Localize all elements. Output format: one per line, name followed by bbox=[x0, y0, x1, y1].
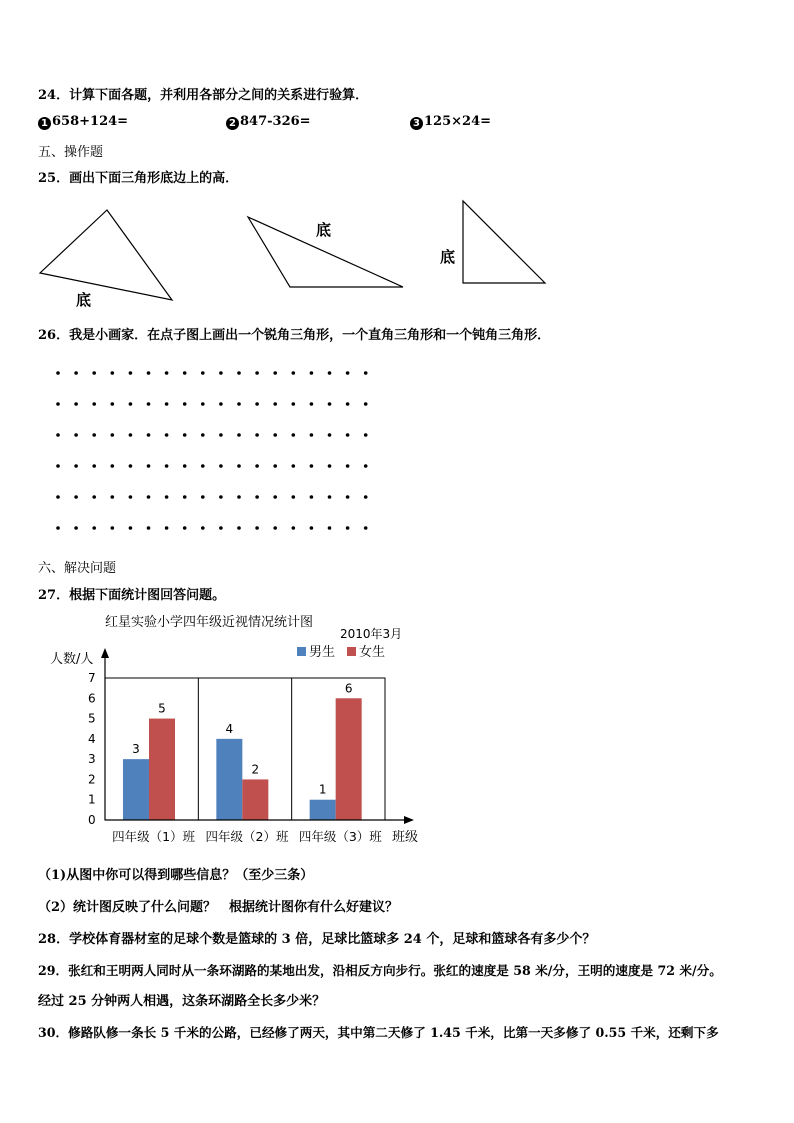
chart-bars bbox=[123, 698, 362, 820]
grid-dot bbox=[310, 371, 314, 375]
grid-dot bbox=[292, 402, 296, 406]
bar-value-label: 5 bbox=[158, 701, 166, 716]
bar bbox=[123, 759, 149, 820]
q29-line2: 经过 25 分钟两人相遇，这条环湖路全长多少米？ bbox=[38, 994, 326, 1009]
grid-dot bbox=[328, 495, 332, 499]
grid-dot bbox=[56, 464, 60, 468]
category-label: 四年级（1）班 bbox=[112, 829, 196, 844]
q24-expr-3: 125×24= bbox=[424, 114, 492, 129]
grid-dot bbox=[74, 402, 78, 406]
dot-grid bbox=[0, 360, 794, 540]
grid-dot bbox=[183, 495, 187, 499]
legend-swatch bbox=[347, 647, 356, 656]
grid-dot bbox=[310, 495, 314, 499]
y-tick-label: 3 bbox=[88, 752, 96, 767]
bar-value-label: 3 bbox=[132, 742, 140, 757]
grid-dot bbox=[165, 495, 169, 499]
grid-dot bbox=[201, 402, 205, 406]
chart-subtitle: 2010年3月 bbox=[340, 627, 403, 641]
y-axis-arrow bbox=[101, 648, 109, 658]
grid-dot bbox=[56, 371, 60, 375]
grid-dot bbox=[129, 526, 133, 530]
grid-dot bbox=[56, 402, 60, 406]
grid-dot bbox=[346, 526, 350, 530]
bar bbox=[149, 719, 175, 820]
legend bbox=[297, 644, 385, 660]
grid-dot bbox=[219, 433, 223, 437]
bar-value-label: 1 bbox=[318, 782, 327, 797]
grid-dot bbox=[237, 433, 241, 437]
grid-dot bbox=[147, 495, 151, 499]
grid-dot bbox=[201, 464, 205, 468]
grid-dot bbox=[165, 526, 169, 530]
legend-swatch bbox=[297, 647, 306, 656]
grid-dot bbox=[129, 402, 133, 406]
grid-dot bbox=[129, 495, 133, 499]
grid-dot bbox=[255, 526, 259, 530]
category-label: 四年级（3）班 bbox=[298, 829, 382, 844]
grid-dot bbox=[92, 495, 96, 499]
grid-dot bbox=[201, 433, 205, 437]
grid-dot bbox=[183, 433, 187, 437]
grid-dot bbox=[201, 526, 205, 530]
grid-dot bbox=[237, 495, 241, 499]
grid-dot bbox=[147, 433, 151, 437]
grid-dot bbox=[111, 526, 115, 530]
y-axis-label: 人数/人 bbox=[50, 652, 94, 667]
grid-dot bbox=[219, 495, 223, 499]
grid-dot bbox=[219, 464, 223, 468]
grid-dot bbox=[56, 526, 60, 530]
q29-line1: 29．张红和王明两人同时从一条环湖路的某地出发，沿相反方向步行。张红的速度是 58 米/分，王明的速度是 72 米/分。 bbox=[38, 963, 722, 978]
bar-value-label: 6 bbox=[344, 681, 353, 696]
grid-dot bbox=[56, 433, 60, 437]
grid-dot bbox=[273, 526, 277, 530]
grid-dot bbox=[92, 464, 96, 468]
y-tick-label: 1 bbox=[88, 792, 96, 807]
triangle-1 bbox=[40, 210, 172, 300]
grid-dot bbox=[56, 495, 60, 499]
grid-dot bbox=[255, 464, 259, 468]
bar bbox=[216, 739, 242, 820]
grid-dot bbox=[237, 371, 241, 375]
grid-dot bbox=[328, 526, 332, 530]
triangles-figure bbox=[0, 190, 794, 320]
grid-dot bbox=[273, 402, 277, 406]
q24-expr-2: 847-326= bbox=[240, 114, 311, 129]
legend-label: 女生 bbox=[359, 645, 386, 660]
grid-dot bbox=[364, 464, 368, 468]
grid-dot bbox=[74, 464, 78, 468]
grid-dot bbox=[129, 433, 133, 437]
grid-dot bbox=[237, 464, 241, 468]
grid-dot bbox=[346, 402, 350, 406]
bar-value-label: 2 bbox=[251, 762, 260, 777]
grid-dot bbox=[273, 495, 277, 499]
base-label-2: 底 bbox=[316, 221, 332, 239]
q28-text: 28．学校体育器材室的足球个数是篮球的 3 倍，足球比篮球多 24 个，足球和篮球各有多少个？ bbox=[38, 932, 596, 947]
triangle-3 bbox=[463, 201, 545, 283]
grid-dot bbox=[255, 371, 259, 375]
grid-dot bbox=[147, 464, 151, 468]
grid-dot bbox=[165, 371, 169, 375]
q25-title: 25．画出下面三角形底边上的高． bbox=[38, 171, 239, 186]
grid-dot bbox=[346, 464, 350, 468]
grid-dot bbox=[237, 526, 241, 530]
y-tick-label: 0 bbox=[88, 813, 96, 827]
y-tick-label: 2 bbox=[88, 772, 96, 787]
circled-number: 1 bbox=[38, 117, 51, 130]
legend-label: 男生 bbox=[309, 645, 336, 660]
grid-dot bbox=[111, 433, 115, 437]
x-axis-arrow bbox=[404, 816, 414, 824]
grid-dot bbox=[147, 402, 151, 406]
y-tick-label: 7 bbox=[88, 671, 96, 685]
q24-expr-1: 658+124= bbox=[52, 114, 129, 129]
grid-dot bbox=[183, 464, 187, 468]
grid-dot bbox=[201, 495, 205, 499]
grid-dot bbox=[129, 464, 133, 468]
grid-dot bbox=[237, 402, 241, 406]
grid-dot bbox=[111, 495, 115, 499]
grid-dot bbox=[165, 464, 169, 468]
grid-dot bbox=[111, 371, 115, 375]
grid-dot bbox=[92, 371, 96, 375]
grid-dot bbox=[310, 433, 314, 437]
q27-sub2: （2）统计图反映了什么问题？ 根据统计图你有什么好建议？ bbox=[38, 900, 399, 915]
y-tick-label: 5 bbox=[88, 711, 96, 726]
grid-dot bbox=[111, 402, 115, 406]
q27-sub1: （1)从图中你可以得到哪些信息？（至少三条） bbox=[38, 868, 314, 883]
grid-dot bbox=[219, 402, 223, 406]
grid-dot bbox=[364, 433, 368, 437]
grid-dot bbox=[292, 495, 296, 499]
grid-dot bbox=[328, 464, 332, 468]
bar bbox=[310, 800, 336, 820]
q24-item-1 bbox=[38, 114, 128, 130]
q26-title: 26．我是小画家．在点子图上画出一个锐角三角形，一个直角三角形和一个钝角三角形． bbox=[38, 328, 551, 343]
grid-dot bbox=[165, 402, 169, 406]
grid-dot bbox=[292, 371, 296, 375]
grid-dot bbox=[364, 495, 368, 499]
grid-dot bbox=[74, 433, 78, 437]
grid-dot bbox=[328, 433, 332, 437]
grid-dot bbox=[129, 371, 133, 375]
grid-dot bbox=[74, 495, 78, 499]
grid-dot bbox=[364, 402, 368, 406]
circled-number: 3 bbox=[410, 117, 423, 130]
grid-dot bbox=[292, 526, 296, 530]
grid-dot bbox=[183, 526, 187, 530]
grid-dot bbox=[92, 402, 96, 406]
grid-dot bbox=[273, 371, 277, 375]
grid-dot bbox=[147, 526, 151, 530]
grid-dot bbox=[346, 371, 350, 375]
grid-dot bbox=[292, 464, 296, 468]
circled-number: 2 bbox=[226, 117, 239, 130]
chart-title: 红星实验小学四年级近视情况统计图 bbox=[105, 615, 314, 630]
grid-dot bbox=[328, 371, 332, 375]
grid-dot bbox=[364, 371, 368, 375]
grid-dot bbox=[219, 526, 223, 530]
grid-dot bbox=[219, 371, 223, 375]
q30-text: 30．修路队修一条长 5 千米的公路，已经修了两天，其中第二天修了 1.45 千米，比第一天多修了 0.55 千米，还剩下多 bbox=[38, 1025, 719, 1040]
q27-title: 27．根据下面统计图回答问题。 bbox=[38, 588, 226, 603]
y-tick-label: 6 bbox=[88, 691, 96, 706]
grid-dot bbox=[273, 433, 277, 437]
grid-dot bbox=[346, 433, 350, 437]
grid-dot bbox=[328, 402, 332, 406]
myopia-bar-chart bbox=[40, 608, 440, 853]
grid-dot bbox=[147, 371, 151, 375]
q24-title: 24．计算下面各题，并利用各部分之间的关系进行验算． bbox=[38, 88, 369, 103]
grid-dot bbox=[111, 464, 115, 468]
base-label-3: 底 bbox=[440, 248, 456, 266]
grid-dot bbox=[310, 402, 314, 406]
x-axis-label: 班级 bbox=[392, 830, 419, 845]
grid-dot bbox=[255, 433, 259, 437]
bar bbox=[336, 698, 362, 820]
grid-dot bbox=[183, 402, 187, 406]
grid-dot bbox=[165, 433, 169, 437]
section5-heading: 五、操作题 bbox=[38, 145, 104, 160]
bar bbox=[242, 779, 268, 820]
bar-value-label: 4 bbox=[225, 721, 234, 736]
grid-dot bbox=[310, 464, 314, 468]
grid-dot bbox=[183, 371, 187, 375]
grid-dot bbox=[255, 495, 259, 499]
grid-dot bbox=[364, 526, 368, 530]
grid-dot bbox=[74, 371, 78, 375]
grid-dot bbox=[310, 526, 314, 530]
grid-dot bbox=[273, 464, 277, 468]
base-label-1: 底 bbox=[76, 291, 92, 309]
grid-dot bbox=[92, 433, 96, 437]
grid-dot bbox=[346, 495, 350, 499]
section6-heading: 六、解决问题 bbox=[38, 561, 117, 576]
grid-dot bbox=[74, 526, 78, 530]
grid-dot bbox=[255, 402, 259, 406]
q24-item-2 bbox=[226, 114, 311, 130]
y-tick-label: 4 bbox=[88, 731, 96, 746]
q24-item-3 bbox=[410, 114, 491, 130]
grid-dot bbox=[92, 526, 96, 530]
grid-dot bbox=[292, 433, 296, 437]
grid-dot bbox=[201, 371, 205, 375]
category-label: 四年级（2）班 bbox=[205, 829, 289, 844]
